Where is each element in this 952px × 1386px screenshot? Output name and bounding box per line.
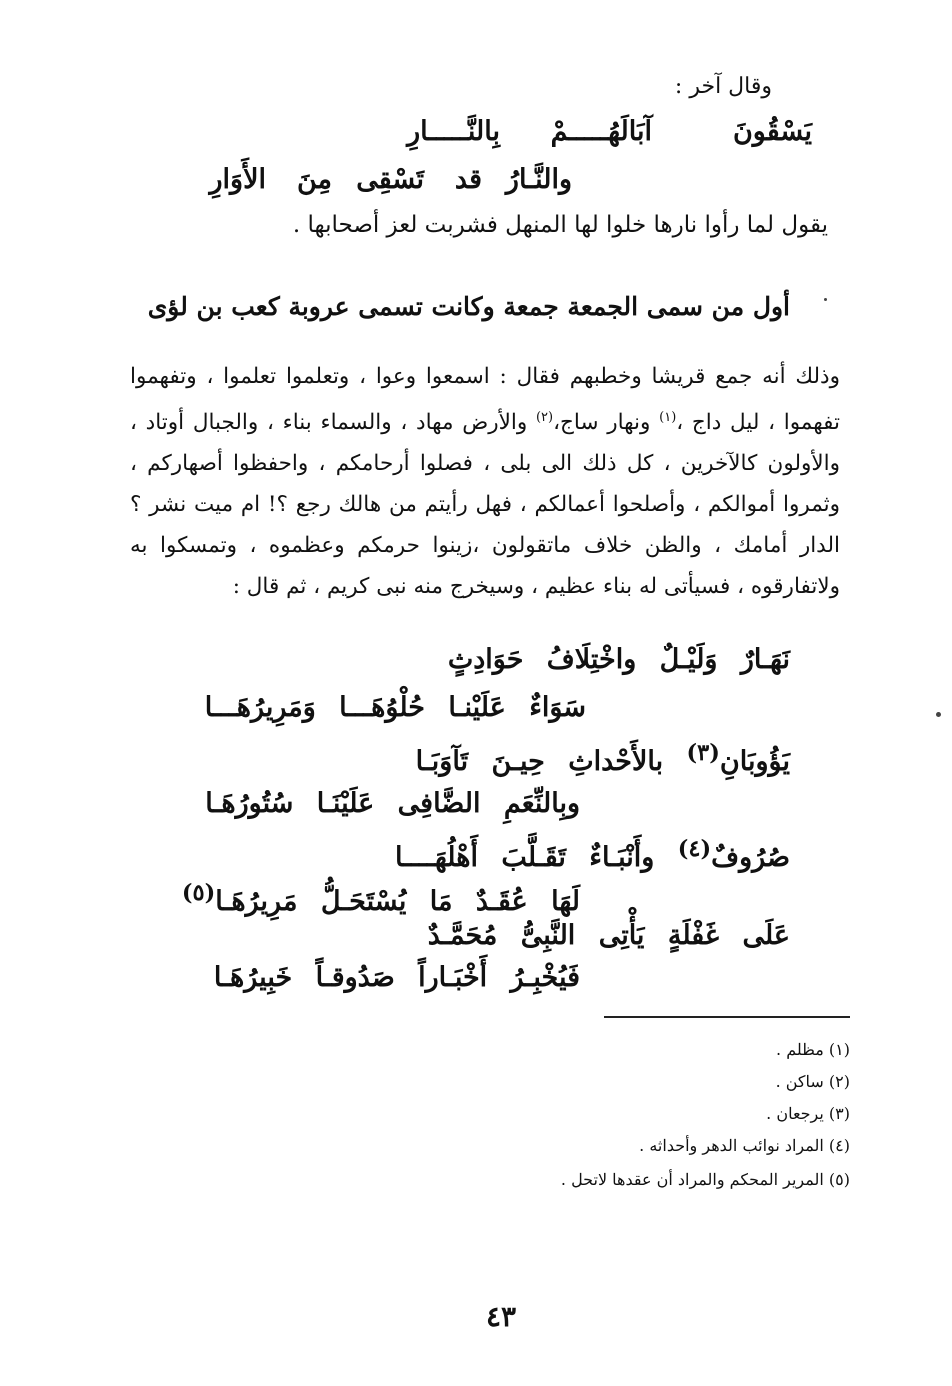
- paragraph-text: وذلك أنه جمع قريشا وخطبهم فقال : اسمعوا وعوا ، وتعلموا تعلموا ، وتفهموا تفهموا ، ليل داج ،: [130, 364, 841, 436]
- poem-text: سَوَاءٌ عَلَيْنـا حُلْوُهَـــا وَمَرِيرُهَـــا: [204, 692, 586, 723]
- footnote: (٤) المراد نوائب الدهر وأحداثه .: [639, 1136, 850, 1155]
- verse-line-1: [0, 116, 952, 160]
- footnote-ref[interactable]: (٢): [535, 410, 554, 425]
- footnote-ref[interactable]: (٥): [181, 880, 216, 906]
- poem-line: [205, 692, 586, 723]
- footnote-ref[interactable]: (١): [659, 410, 677, 425]
- poem-text: عَلَى غَفْلَةٍ يَأْتِى النَّبِىُّ مُحَمَّـدٌ: [427, 920, 790, 951]
- scan-speck: [936, 712, 941, 717]
- verse-word: آبَالَهُـــــمْ: [550, 116, 652, 147]
- poem-text: صُرُوفٌ: [711, 842, 790, 873]
- footnote-ref[interactable]: (٤): [677, 836, 712, 862]
- verse-word: قد: [454, 164, 482, 195]
- footnote: (٢) ساكن .: [775, 1072, 850, 1091]
- scan-speck: [824, 298, 827, 301]
- poem-line: [182, 880, 580, 917]
- verse-explanation: يقول لما رأوا نارها خلوا لها المنهل فشربت لعز أصحابها .: [292, 212, 828, 238]
- poem-line: [395, 836, 790, 873]
- poem-text: وأَنْبَـاءٌ تَقَـلَّبَ أَهْلُهَــــا: [394, 842, 678, 873]
- poem-text: وبِالنِّعَمِ الضَّافِى عَلَيْنَـا سُتُورُهَـا: [205, 788, 580, 819]
- verse-word: مِنَ: [296, 164, 332, 195]
- section-heading: أول من سمى الجمعة جمعة وكانت تسمى عروبة كعب بن لؤى: [147, 292, 790, 321]
- footnote: (١) مظلم .: [776, 1040, 850, 1059]
- footnote-divider: [604, 1016, 850, 1018]
- page-number: ٤٣: [486, 1300, 517, 1333]
- verse-word: والنَّـارُ: [505, 164, 572, 195]
- footnote: (٣) يرجعان .: [766, 1104, 850, 1123]
- poem-line: [416, 740, 790, 777]
- poem-text: نَهَـارٌ وَلَيْـلٌ واخْتِلَافُ حَوَادِثٍ: [447, 644, 790, 675]
- verse-word: بِالنَّـــــارِ: [407, 116, 500, 147]
- poem-line: [205, 788, 580, 819]
- poem-line: [448, 644, 790, 675]
- verse-word: يَسْقُونَ: [732, 116, 812, 147]
- paragraph-text: والأرض مهاد ، والسماء بناء ، والجبال أوتاد ، والأولون كالآخرين ، كل ذلك الى بلى ، فصلوا أرحامكم ، واحفظوا أصهاركم ، وثمروا أموالكم ، وأصلحوا أعمالكم ، فهل رأيتم من هالك رجع ؟! ام ميت نشر ؟ الدار أمامك ، والظن خلاف ماتقولون ،زينوا حرمكم وعظموه ، وتمسكوا به ولاتفارقوه ، فسيأتى له بناء عظيم ، وسيخرج منه نبى كريم ، ثم قال :: [130, 410, 840, 600]
- verse-line-2: [0, 164, 952, 208]
- poem-text: فَيُخْبِـرُ أَخْبَـاراً صَدُوقـاً خَبِيرُهَـا: [213, 962, 580, 993]
- intro-line: وقال آخر :: [674, 74, 772, 99]
- verse-word: تَسْقِى: [356, 164, 424, 195]
- poem-text: لَهَا عُقَـدٌ مَا يُسْتَحَـلُّ مَرِيرُهَـا: [215, 886, 580, 917]
- footnote-ref[interactable]: (٣): [686, 740, 720, 766]
- poem-text: يَؤُوبَانِ: [719, 746, 790, 777]
- body-paragraph: [130, 356, 840, 607]
- poem-line: [214, 962, 580, 993]
- verse-word: الأَوَارِ: [209, 164, 266, 195]
- poem-line: [428, 920, 790, 951]
- paragraph-text: ونهار ساج،: [553, 410, 660, 436]
- footnote: (٥) المرير المحكم والمراد أن عقدها لاتحل .: [560, 1170, 850, 1189]
- poem-text: بالأَحْداثِ حِيـنَ تَآوَبَـا: [415, 746, 687, 777]
